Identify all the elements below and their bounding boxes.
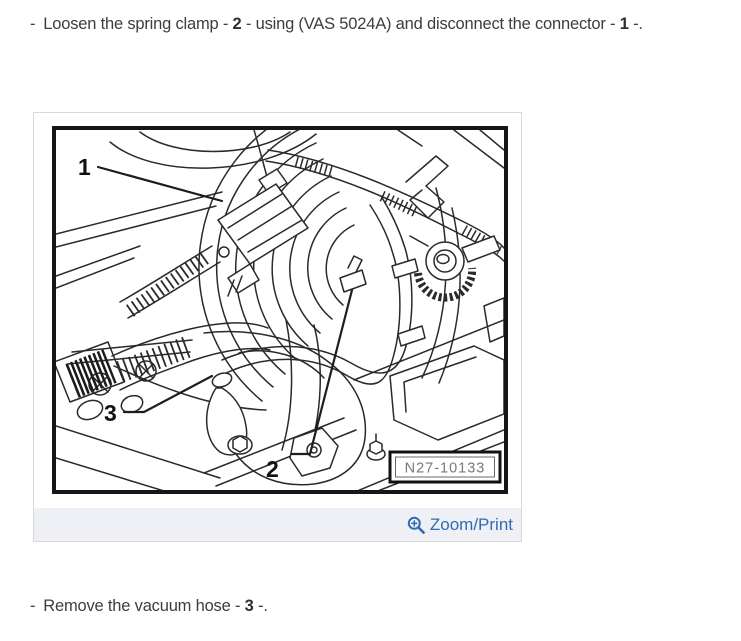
callout-1-label: 1 <box>78 154 91 180</box>
magnifier-plus-icon <box>406 515 426 535</box>
hose-ref-number: 3 <box>244 597 254 615</box>
ribbed-hoses-drawing <box>56 246 270 402</box>
callout-2-label: 2 <box>266 456 279 482</box>
step-text: Loosen the spring clamp - <box>43 15 233 33</box>
reference-code-text: N27-10133 <box>404 460 486 477</box>
connector-ref-number: 1 <box>619 15 629 33</box>
callout-3-label: 3 <box>104 400 117 426</box>
reference-code-box <box>390 452 500 482</box>
step-text: - using (VAS 5024A) and disconnect the connector - <box>241 15 620 33</box>
figure-footer-bar <box>34 508 521 541</box>
bullet-dash: - <box>30 597 36 615</box>
diagram-frame <box>52 126 508 494</box>
figure-card <box>33 112 522 542</box>
bullet-dash: - <box>30 15 36 33</box>
instruction-step-loosen-clamp <box>30 14 643 34</box>
instruction-step-remove-hose <box>30 596 268 616</box>
step-text: -. <box>628 15 643 33</box>
clamp-ref-number: 2 <box>232 15 242 33</box>
engine-diagram <box>56 130 504 490</box>
spring-clamp-drawing <box>340 256 366 292</box>
wiring-harness-drawing <box>266 150 504 261</box>
zoom-print-link[interactable] <box>406 515 513 535</box>
reservoir-cap-drawing <box>410 236 500 298</box>
intake-bellows-drawing <box>199 130 460 401</box>
step-text: Remove the vacuum hose - <box>43 597 245 615</box>
step-text: -. <box>253 597 268 615</box>
zoom-print-label: Zoom/Print <box>429 514 513 534</box>
